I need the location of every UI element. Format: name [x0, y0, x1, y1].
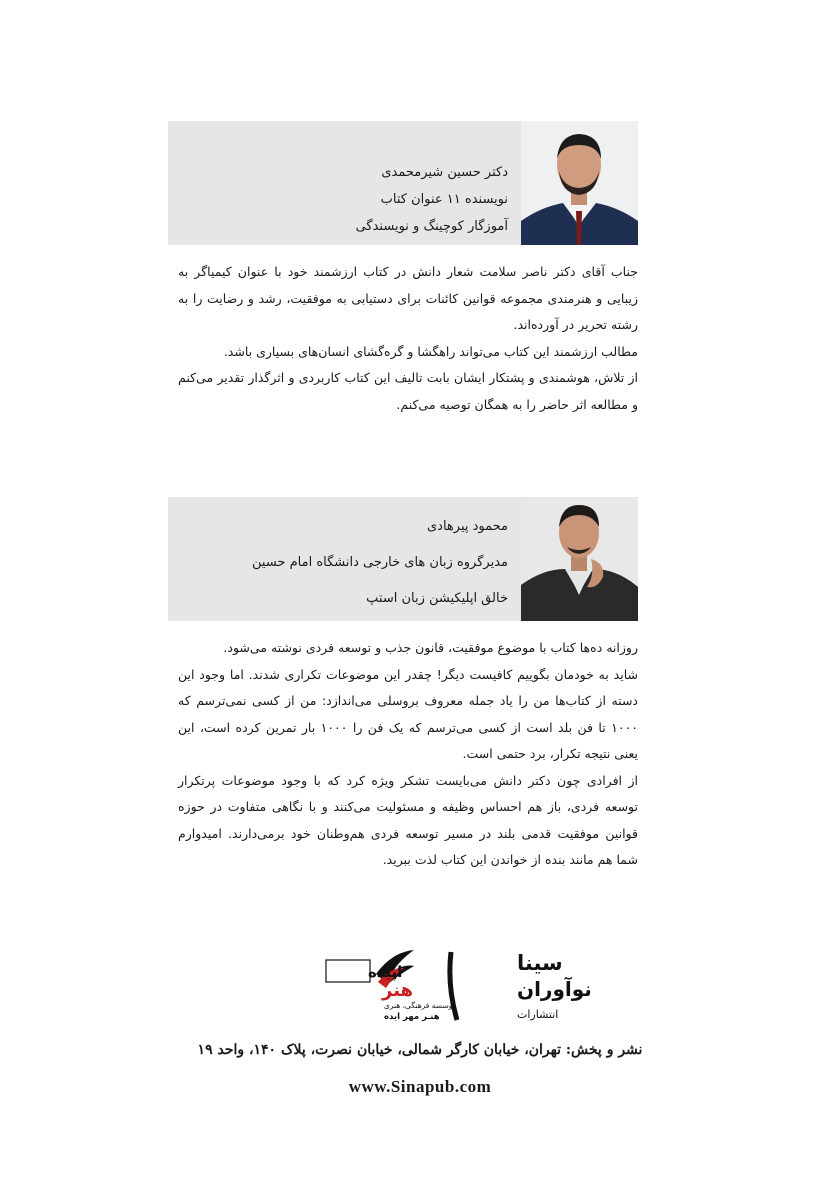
- author-role: مدیرگروه زبان های خارجی دانشگاه امام حسین: [252, 555, 508, 570]
- author-profile-box-1: [168, 121, 638, 245]
- svg-text:هنـر مهر ایده: هنـر مهر ایده: [384, 1012, 440, 1022]
- author-role: آموزگار کوچینگ و نویسندگی: [355, 219, 508, 234]
- author-photo-1: [521, 121, 638, 245]
- paragraph: روزانه ده‌ها کتاب با موضوع موفقیت، قانون جذب و توسعه فردی نوشته می‌شود.: [223, 640, 638, 655]
- paragraph: جناب آقای دکتر ناصر سلامت شعار دانش در کتاب ارزشمند خود با عنوان کیمیاگر به زیبایی و هنرمندی مجموعه قوانین کائنات برای دستیابی به موفقیت، رشد و رضایت را به رشته تحریر در آورده‌اند.: [178, 264, 638, 332]
- author-role: نویسنده ۱۱ عنوان کتاب: [380, 192, 508, 207]
- svg-text:اپیده: اپیده: [368, 963, 403, 981]
- publisher-logo-honar-mehr: [320, 948, 457, 1022]
- svg-text:سینا: سینا: [517, 951, 563, 975]
- author-info-2: [178, 509, 508, 617]
- publisher-website-link[interactable]: www.Sinapub.com: [348, 1077, 492, 1096]
- author-name: دکتر حسین شیرمحمدی: [381, 165, 508, 180]
- paragraph: از تلاش، هوشمندی و پشتکار ایشان بابت تالیف این کتاب کاربردی و اثرگذار تقدیر می‌کنم و مطالعه اثر حاضر را به همگان توصیه می‌کنم.: [178, 370, 638, 412]
- author-role: خالق اپلیکیشن زبان استپ: [366, 591, 508, 606]
- svg-text:هنر: هنر: [382, 980, 414, 1001]
- svg-text:انتشارات: انتشارات: [517, 1008, 559, 1021]
- endorsement-text-2: [178, 635, 638, 874]
- svg-text:موسسه فرهنگی، هنری: موسسه فرهنگی، هنری: [384, 1001, 457, 1010]
- paragraph: شاید به خودمان بگوییم کافیست دیگر! چقدر این موضوعات تکراری شدند. اما وجود این دسته از کتاب‌ها من را یاد جمله معروف بروسلی می‌اندازد: من از کسی نمی‌ترسم که ۱۰۰۰ تا فن بلد است از کسی می‌ترسم که یک فن را ۱۰۰۰ بار تمرین کرده است، این یعنی نتیجه تکرار، برد حتمی است.: [178, 666, 638, 761]
- author-profile-box-2: [168, 497, 638, 621]
- author-photo-2: [521, 497, 638, 621]
- paragraph: مطالب ارزشمند این کتاب می‌تواند راهگشا و گره‌گشای انسان‌های بسیاری باشد.: [223, 343, 638, 359]
- author-info-1: [178, 159, 508, 240]
- publisher-logo-sina: [445, 946, 592, 1024]
- svg-text:نوآوران: نوآوران: [517, 977, 592, 1001]
- endorsement-text-1: [178, 259, 638, 418]
- publisher-address: نشر و پخش: تهران، خیابان کارگر شمالی، خیابان نصرت، پلاک ۱۴۰، واحد ۱۹: [197, 1042, 643, 1058]
- paragraph: از افرادی چون دکتر دانش می‌بایست تشکر ویژه کرد که با وجود موضوعات پرتکرار توسعه فردی، باز هم احساس وظیفه و مسئولیت می‌کنند و با نگاهی متفاوت در حوزه قوانین موفقیت قدمی بلند در مسیر توسعه فردی هم‌وطنان خود برمی‌دارند. امیدوارم شما هم مانند بنده از خواندن این کتاب لذت ببرید.: [178, 772, 638, 867]
- author-name: محمود پیرهادی: [426, 519, 508, 534]
